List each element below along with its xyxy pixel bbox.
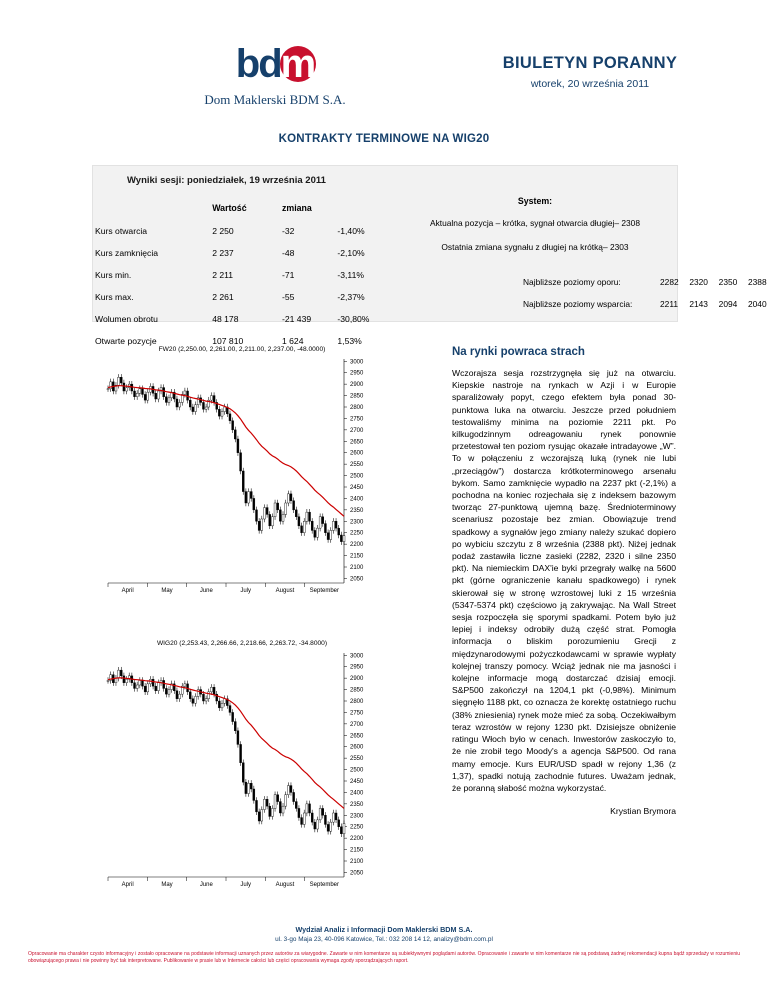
row-value: 2 237 [212, 248, 234, 258]
svg-text:2500: 2500 [350, 473, 364, 480]
panel-title: Wyniki sesji: poniedziałek, 19 września 2011 [127, 175, 326, 186]
brand-logo [170, 44, 380, 108]
footer-department: Wydział Analiz i Informacji Dom Maklerski BDM S.A. [295, 925, 473, 934]
row-pct: 1,53% [337, 336, 362, 346]
svg-text:2950: 2950 [350, 664, 364, 671]
page-date: wtorek, 20 września 2011 [530, 78, 650, 90]
resistance-value: 2320 [689, 277, 708, 287]
svg-text:2750: 2750 [350, 710, 364, 717]
svg-text:2450: 2450 [350, 779, 364, 785]
svg-text:August: August [275, 882, 295, 888]
row-label: Kurs otwarcia [95, 226, 148, 236]
row-change: -71 [281, 270, 295, 280]
row-label: Wolumen obrotu [95, 314, 158, 324]
table-row [95, 265, 391, 285]
svg-text:2600: 2600 [350, 450, 364, 457]
article-title: Na rynki powraca strach [452, 346, 585, 358]
row-pct: -2,37% [337, 292, 365, 302]
row-change: 1 624 [281, 336, 304, 346]
svg-text:2100: 2100 [350, 859, 364, 865]
svg-text:2100: 2100 [350, 565, 364, 571]
wig20-chart-title: WIG20 (2,253.43, 2,266.66, 2,218.66, 2,263.72, -34.8000) [156, 640, 328, 647]
svg-text:2600: 2600 [350, 744, 364, 751]
svg-text:2750: 2750 [350, 416, 364, 423]
logo-mark [236, 44, 314, 84]
svg-text:2650: 2650 [350, 439, 364, 446]
row-label: Kurs max. [95, 292, 134, 302]
svg-text:May: May [161, 588, 173, 594]
svg-text:3000: 3000 [350, 359, 364, 366]
svg-text:2400: 2400 [350, 496, 364, 503]
svg-text:2850: 2850 [350, 393, 364, 400]
svg-text:2800: 2800 [350, 405, 364, 411]
svg-text:2300: 2300 [350, 519, 364, 526]
svg-text:2400: 2400 [350, 790, 364, 797]
svg-text:2900: 2900 [350, 382, 364, 389]
svg-text:2150: 2150 [350, 553, 364, 560]
company-name: Dom Maklerski BDM S.A. [204, 92, 346, 107]
session-results-panel [92, 165, 767, 346]
svg-text:April: April [121, 882, 134, 888]
logo-text-accent: m [280, 42, 315, 86]
resistance-label: Najbliższe poziomy oporu: [523, 277, 621, 287]
row-change: -48 [281, 248, 295, 258]
support-value: 2211 [660, 299, 679, 309]
support-value: 2094 [718, 299, 738, 309]
svg-text:September: September [309, 882, 340, 888]
row-pct: -30,80% [337, 314, 370, 324]
table-row [95, 243, 391, 263]
row-value: 48 178 [212, 314, 239, 324]
resistance-values [660, 277, 768, 287]
svg-text:2200: 2200 [350, 542, 364, 549]
wig20-chart [92, 640, 392, 907]
svg-text:September: September [309, 588, 340, 594]
row-change: -55 [281, 292, 295, 302]
row-change: -21 439 [281, 314, 312, 324]
system-line-current-position: Aktualna pozycja – krótka, sygnał otwarcia długiej– 2308 [430, 218, 640, 228]
svg-text:3000: 3000 [350, 653, 364, 660]
svg-text:2500: 2500 [350, 767, 364, 774]
support-value: 2143 [689, 299, 708, 309]
col-header-change: zmiana [281, 203, 312, 213]
fw20-chart-title: FW20 (2,250.00, 2,261.00, 2,211.00, 2,237.00, -48.0000) [158, 346, 326, 353]
svg-text:2250: 2250 [350, 530, 364, 537]
svg-text:2850: 2850 [350, 687, 364, 694]
svg-text:2900: 2900 [350, 676, 364, 683]
row-label: Kurs min. [95, 270, 132, 280]
row-pct: -3,11% [337, 270, 364, 280]
row-label: Otwarte pozycje [95, 336, 157, 346]
row-label: Kurs zamknięcia [95, 248, 159, 258]
wig20-chart-frame [92, 649, 392, 907]
row-value: 2 261 [212, 292, 234, 302]
document-footer [0, 925, 768, 965]
svg-text:2050: 2050 [350, 576, 364, 583]
table-row [95, 309, 391, 329]
svg-text:2450: 2450 [350, 485, 364, 491]
resistance-value: 2350 [718, 277, 738, 287]
article-author: Krystian Brymora [610, 806, 676, 817]
col-header-pct [337, 198, 391, 219]
table-row [95, 221, 391, 241]
svg-text:June: June [199, 588, 213, 594]
svg-text:August: August [275, 588, 295, 594]
svg-text:2700: 2700 [350, 427, 364, 434]
svg-text:2550: 2550 [350, 462, 364, 469]
row-value: 107 810 [212, 336, 244, 346]
fw20-chart-svg [92, 355, 392, 613]
row-value: 2 250 [212, 226, 234, 236]
svg-text:2700: 2700 [350, 721, 364, 728]
svg-text:2200: 2200 [350, 836, 364, 843]
article [452, 346, 676, 816]
session-results-table [93, 196, 393, 353]
svg-text:2350: 2350 [350, 507, 364, 514]
row-pct: -2,10% [337, 248, 365, 258]
document-header [0, 44, 768, 114]
svg-text:2300: 2300 [350, 813, 364, 820]
fw20-chart [92, 346, 392, 613]
fw20-chart-frame [92, 355, 392, 613]
wig20-chart-svg [92, 649, 392, 907]
svg-text:2150: 2150 [350, 847, 364, 854]
support-values [660, 299, 768, 309]
svg-text:July: July [240, 882, 252, 888]
resistance-value: 2282 [660, 277, 679, 287]
svg-text:2950: 2950 [350, 370, 364, 377]
header-title-block [430, 54, 750, 90]
svg-text:2800: 2800 [350, 699, 364, 705]
row-value: 2 211 [212, 270, 234, 280]
col-header-blank [95, 198, 210, 219]
svg-text:May: May [161, 882, 173, 888]
system-header: System: [517, 196, 553, 206]
logo-text: bd [235, 42, 281, 86]
col-header-value: Wartość [212, 203, 247, 213]
row-change: -32 [281, 226, 295, 236]
svg-text:2350: 2350 [350, 801, 364, 808]
footer-disclaimer: Opracowanie ma charakter czysto informacyjny i zostało opracowane na podstawie informacji uznanych przez autorów za wiarygodne. Zawarte w nim komentarze są subiektywnymi poglądami autorów. Opracowanie i zawarte w nim komentarze nie są podstawą żadnej rekomendacji kupna bądź sprzedaży w rozumieniu obowiązującego prawa i nie powinny być tak interpretowane. Publikowanie w prasie lub w Internecie całości lub części opracowania wymaga zgody sporządzających raport. [28, 951, 740, 964]
article-body: Wczorajsza sesja rozstrzygnęła się już na otwarciu. Kiepskie nastroje na rynkach w Azji i w Europie sparaliżowały popyt, czego efektem była ponad 30-punktowa luka na otwarciu. Jeszcze przed południem testowaliśmy minima na poziomie 2211 pkt. Po kilkugodzinnym odreagowaniu rynek ponownie przetestował ten poziom rysując okazałe intradayowe „W”. To w połączeniu z wczorajszą luką (rynek nie lubi „przeciągów”) dostarcza krótkoterminowego arsenału bykom. Samo zamknięcie wypadło na 2237 pkt (-2,1%) a pochodna na koniec rozjechała się z indeksem bazowym tworząc 27-punktową ujemną bazę. Średnioterminowy scenariusz pozostaje bez zmian. Obowiązuje trend spadkowy a sygnałów jego zmiany należy szukać dopiero po wybiciu szczytu z 8 września (2388 pkt). Niżej jednak podaż zastawiła liczne zasieki (2282, 2320 i silne 2350 pkt). Na niemieckim DAX'ie byki przegrały walkę na 5600 pkt (górne ograniczenie kanału spadkowego) i rynek skierował się w stronę wzrostowej luki z 15 września (5347-5374 pkt) częściowo ją zakrywając. Na Wall Street sesja rozpoczęła się sporymi spadkami. Potem było już lepiej i indeksy odrobiły dużą część strat. Pomogła informacja o bliskim porozumieniu Grecji z międzynarodowymi pożyczkodawcami w sprawie wypłaty kolejnej transzy pomocy. Wciąż jednak nie ma jasności i kolejne informacje mogą dostarczać dzisiaj emocji. S&P500 zakończył na 1204,1 pkt (-0,98%). Minimum sięgnęło 1188 pkt, co oznacza że korektę ostatniego ruchu (38% zniesienia) rynek może mieć za sobą. Oczekiwałbym teraz wzrostów w rejony 1230 pkt. Dzisiejsze obniżenie ratingu Włoch było w cenach. Inwestorów zaskoczyło to, że nie zrobił tego Moody's a agencja S&P500. Od rana mamy emocje. Kurs EUR/USD spadł w rejony 1,36 (z 1,37), spadki notują zachodnie futures. Uważam jednak, że poranną słabość można wykorzystać. [452, 368, 676, 793]
support-label: Najbliższe poziomy wsparcia: [523, 299, 633, 309]
document-subject: KONTRAKTY TERMINOWE NA WIG20 [278, 133, 490, 145]
table-header-row [95, 198, 391, 219]
table-row [95, 287, 391, 307]
row-pct: -1,40% [337, 226, 365, 236]
system-line-last-signal: Ostatnia zmiana sygnału z długiej na krótką– 2303 [441, 242, 629, 252]
svg-text:June: June [199, 882, 213, 888]
footer-address: ul. 3-go Maja 23, 40-096 Katowice, Tel.: 032 208 14 12, analizy@bdm.com.pl [275, 936, 493, 943]
resistance-value: 2388 [747, 277, 767, 287]
svg-text:July: July [240, 588, 252, 594]
svg-text:2550: 2550 [350, 756, 364, 763]
support-value: 2040 [747, 299, 767, 309]
svg-text:April: April [121, 588, 134, 594]
svg-text:2250: 2250 [350, 824, 364, 831]
svg-text:2650: 2650 [350, 733, 364, 740]
page-title: BIULETYN PORANNY [502, 54, 678, 72]
svg-text:2050: 2050 [350, 870, 364, 877]
